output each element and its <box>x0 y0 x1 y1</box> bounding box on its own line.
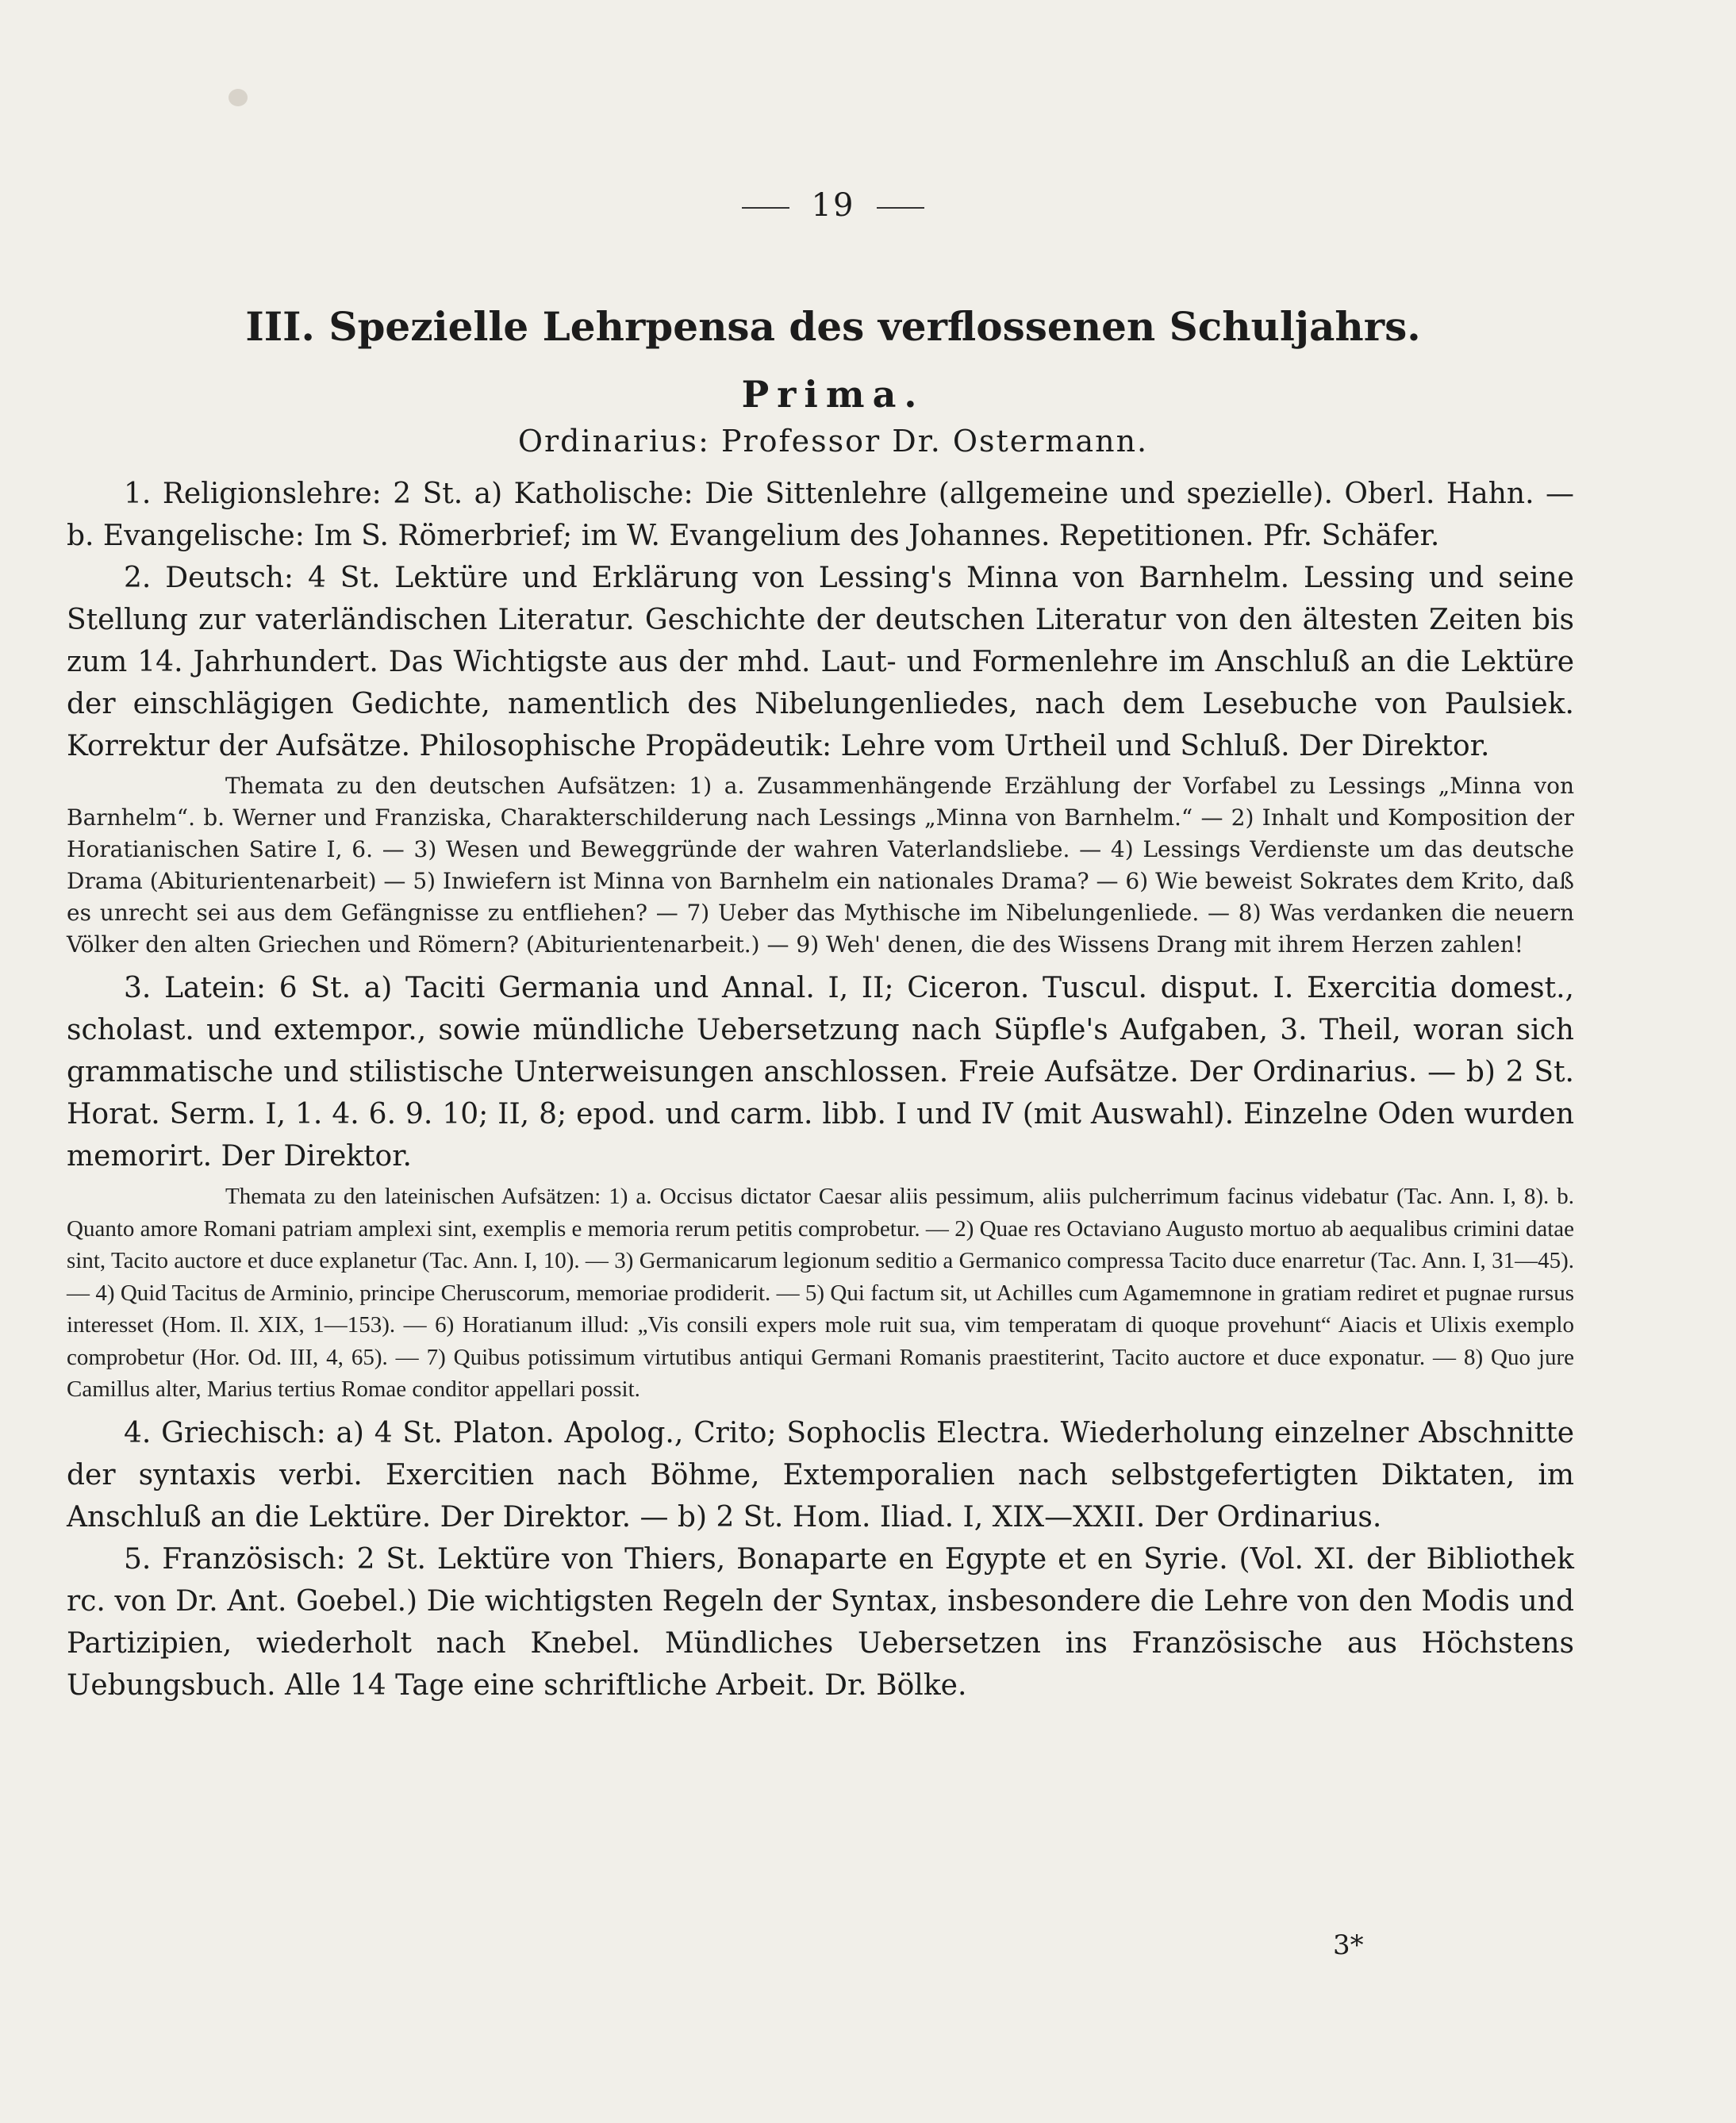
paragraph-religion: 1. Religionslehre: 2 St. a) Katholische: Die Sittenlehre (allgemeine und spezielle). Oberl. Hahn. — b. Evangelische: Im S. Römerbrief; im W. Evangelium des Johannes. Repetitionen. Pfr. Schäfer. <box>67 478 1574 552</box>
ordinarius-line: Ordinarius: Professor Dr. Ostermann. <box>517 424 1149 459</box>
paragraph-franzoesisch: 5. Französisch: 2 St. Lektüre von Thiers, Bonaparte en Egypte et en Syrie. (Vol. XI. der Bibliothek rc. von Dr. Ant. Goebel.) Die wichtigsten Regeln der Syntax, insbesondere die Lehre von den Modis und Partizipien, wiederholt nach Knebel. Mündliches Uebersetzen ins Französische aus Höchstens Uebungsbuch. Alle 14 Tage eine schriftliche Arbeit. Dr. Bölke. <box>67 1542 1574 1702</box>
page-number: 19 <box>811 187 855 224</box>
themes-latein: Themata zu den lateinischen Aufsätzen: 1) a. Occisus dictator Caesar aliis pessimum, aliis pulcherrimum facinus videbatur (Tac. Ann. I, 8). b. Quanto amore Romani patriam amplexi sint, exemplis e memoria rerum petitis comprobetur. — 2) Quae res Octaviano Augusto mortuo ab aequalibus crimini datae sint, Tacito auctore et duce explanetur (Tac. Ann. I, 10). — 3) Germanicarum legionum seditio a Germanico compressa Tacito duce enarretur (Tac. Ann. I, 31—45). — 4) Quid Tacitus de Arminio, principe Cheruscorum, memoriae prodiderit. — 5) Qui factum sit, ut Achilles cum Agamemnone in gratiam rediret et pugnae rursus interesset (Hom. Il. XIX, 1—153). — 6) Horatianum illud: „Vis consili expers mole ruit sua, vim temperatam di quoque provehunt“ Aiacis et Ulixis exemplo comprobetur (Hor. Od. III, 4, 65). — 7) Quibus potissimum virtutibus antiqui Germani Romanis praestiterint, Tacito auctore et duce exponatur. — 8) Quo jure Camillus alter, Marius tertius Romae conditor appellari possit. <box>67 1184 1574 1402</box>
document-body <box>67 473 1574 1706</box>
page-number-header <box>0 187 1666 224</box>
paragraph-deutsch: 2. Deutsch: 4 St. Lektüre und Erklärung von Lessing's Minna von Barnhelm. Lessing und seine Stellung zur vaterländischen Literatur. Geschichte der deutschen Literatur von den ältesten Zeiten bis zum 14. Jahrhundert. Das Wichtigste aus der mhd. Laut- und Formenlehre im Anschluß an die Lektüre der einschlägigen Gedichte, namentlich des Nibelungenliedes, nach dem Lesebuche von Paulsiek. Korrektur der Aufsätze. Philosophische Propädeutik: Lehre vom Urtheil und Schluß. Der Direktor. <box>67 562 1574 762</box>
themes-deutsch: Themata zu den deutschen Aufsätzen: 1) a. Zusammenhängende Erzählung der Vorfabel zu Lessings „Minna von Barnhelm“. b. Werner und Franziska, Charakterschilderung nach Lessings „Minna von Barnhelm.“ — 2) Inhalt und Komposition der Horatianischen Satire I, 6. — 3) Wesen und Beweggründe der wahren Vaterlandsliebe. — 4) Lessings Verdienste um das deutsche Drama (Abiturientenarbeit) — 5) Inwiefern ist Minna von Barnhelm ein nationales Drama? — 6) Wie beweist Sokrates dem Krito, daß es unrecht sei aus dem Gefängnisse zu entfliehen? — 7) Ueber das Mythische im Nibelungenliede. — 8) Was verdanken die neuern Völker den alten Griechen und Römern? (Abiturientenarbeit.) — 9) Weh' denen, die des Wissens Drang mit ihrem Herzen zahlen! <box>67 773 1574 958</box>
ink-smudge <box>229 89 248 106</box>
section-title: III. Spezielle Lehrpensa des verflossenen Schuljahrs. <box>245 303 1421 350</box>
class-title: Prima. <box>741 373 925 416</box>
paragraph-griechisch: 4. Griechisch: a) 4 St. Platon. Apolog., Crito; Sophoclis Electra. Wiederholung einzelner Abschnitte der syntaxis verbi. Exercitien nach Böhme, Extemporalien nach selbstgefertigten Diktaten, im Anschluß an die Lektüre. Der Direktor. — b) 2 St. Hom. Iliad. I, XIX—XXII. Der Ordinarius. <box>67 1416 1574 1534</box>
dash-left <box>742 207 789 209</box>
signature-mark: 3* <box>1333 1929 1364 1961</box>
paragraph-latein: 3. Latein: 6 St. a) Taciti Germania und Annal. I, II; Ciceron. Tuscul. disput. I. Exercitia domest., scholast. und extempor., sowie mündliche Uebersetzung nach Süpfle's Aufgaben, 3. Theil, woran sich grammatische und stilistische Unterweisungen anschlossen. Freie Aufsätze. Der Ordinarius. — b) 2 St. Horat. Serm. I, 1. 4. 6. 9. 10; II, 8; epod. und carm. libb. I und IV (mit Auswahl). Einzelne Oden wurden memorirt. Der Direktor. <box>67 972 1574 1173</box>
dash-right <box>877 207 924 209</box>
